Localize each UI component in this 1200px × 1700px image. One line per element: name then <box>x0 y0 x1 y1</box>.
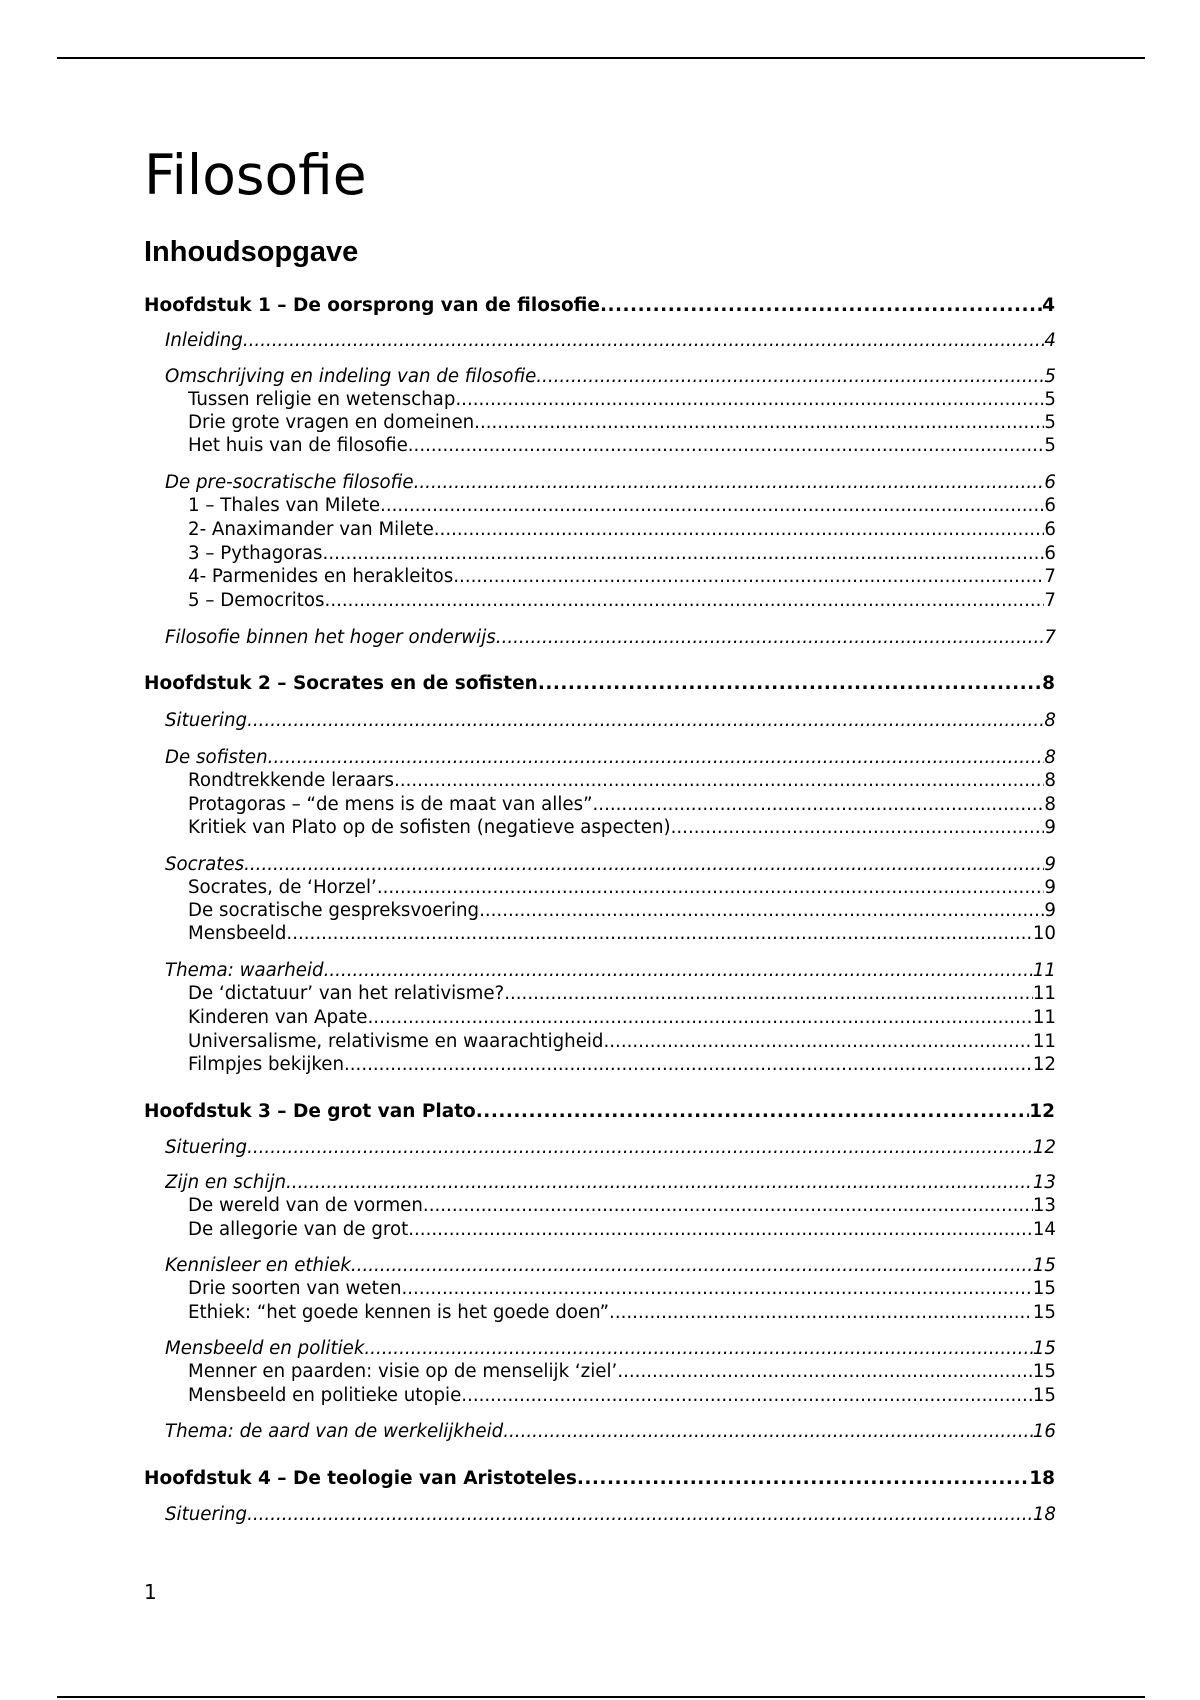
toc-dot-leader <box>423 1194 1033 1218</box>
toc-entry-page: 8 <box>1044 770 1056 791</box>
toc-entry-title: Mensbeeld en politiek <box>165 1338 365 1359</box>
toc-entry-page: 6 <box>1044 519 1056 540</box>
toc-entry-page: 15 <box>1032 1278 1056 1299</box>
toc-section-entry[interactable] <box>165 1337 1056 1361</box>
toc-dot-leader <box>414 471 1045 495</box>
toc-sub-entry[interactable] <box>188 589 1056 613</box>
toc-sub-entry[interactable] <box>188 1301 1056 1325</box>
toc-section-entry[interactable] <box>165 853 1056 877</box>
toc-dot-leader <box>503 1420 1033 1444</box>
toc-entry-title: 4- Parmenides en herakleitos <box>188 566 454 587</box>
toc-entry-title: Hoofdstuk 3 – De grot van Plato <box>144 1101 476 1122</box>
toc-chapter-entry[interactable] <box>144 672 1055 696</box>
toc-entry-title: 3 – Pythagoras <box>188 543 323 564</box>
toc-dot-leader <box>609 1301 1033 1325</box>
toc-entry-title: Het huis van de filosofie <box>188 435 408 456</box>
toc-entry-title: De sofisten <box>165 747 268 768</box>
toc-entry-title: Hoofdstuk 4 – De teologie van Aristoteles <box>144 1468 577 1489</box>
toc-entry-page: 9 <box>1044 854 1056 875</box>
toc-dot-leader <box>408 434 1045 458</box>
toc-entry-page: 15 <box>1032 1338 1056 1359</box>
toc-entry-title: Kinderen van Apate <box>188 1007 368 1028</box>
toc-sub-entry[interactable] <box>188 1360 1056 1384</box>
toc-entry-page: 16 <box>1032 1421 1056 1442</box>
toc-entry-page: 11 <box>1032 1007 1056 1028</box>
toc-section-entry[interactable] <box>165 746 1056 770</box>
toc-entry-page: 12 <box>1032 1137 1056 1158</box>
toc-entry-title: Mensbeeld en politieke utopie <box>188 1385 462 1406</box>
toc-entry-page: 6 <box>1044 472 1056 493</box>
toc-heading: Inhoudsopgave <box>144 236 359 268</box>
toc-section-entry[interactable] <box>165 1503 1056 1527</box>
toc-entry-page: 7 <box>1044 566 1056 587</box>
toc-section-entry[interactable] <box>165 365 1056 389</box>
toc-dot-leader <box>434 518 1045 542</box>
toc-dot-leader <box>286 1171 1033 1195</box>
toc-entry-title: Kritiek van Plato op de sofisten (negatieve aspecten) <box>188 817 671 838</box>
toc-dot-leader <box>351 1254 1033 1278</box>
toc-entry-page: 7 <box>1044 627 1056 648</box>
toc-sub-entry[interactable] <box>188 388 1056 412</box>
toc-dot-leader <box>453 565 1044 589</box>
toc-dot-leader <box>461 1384 1033 1408</box>
toc-dot-leader <box>247 709 1044 733</box>
page-number: 1 <box>144 1580 157 1604</box>
toc-sub-entry[interactable] <box>188 1030 1056 1054</box>
toc-dot-leader <box>324 959 1033 983</box>
toc-entry-page: 10 <box>1032 923 1056 944</box>
toc-dot-leader <box>593 793 1045 817</box>
toc-dot-leader <box>344 1053 1033 1077</box>
toc-entry-page: 18 <box>1029 1468 1055 1489</box>
toc-entry-title: Protagoras – “de mens is de maat van alles” <box>188 794 593 815</box>
toc-entry-title: Drie soorten van weten <box>188 1278 402 1299</box>
toc-entry-page: 8 <box>1044 710 1056 731</box>
toc-dot-leader <box>455 388 1044 412</box>
toc-section-entry[interactable] <box>165 626 1056 650</box>
toc-sub-entry[interactable] <box>188 899 1056 923</box>
toc-entry-title: De ‘dictatuur’ van het relativisme? <box>188 983 505 1004</box>
toc-entry-title: De pre-socratische filosofie <box>165 472 414 493</box>
toc-entry-title: Tussen religie en wetenschap <box>188 389 456 410</box>
toc-sub-entry[interactable] <box>188 922 1056 946</box>
toc-dot-leader <box>474 411 1044 435</box>
toc-sub-entry[interactable] <box>188 982 1056 1006</box>
toc-dot-leader <box>244 853 1044 877</box>
toc-entry-page: 15 <box>1032 1302 1056 1323</box>
toc-sub-entry[interactable] <box>188 1194 1056 1218</box>
toc-entry-title: Kennisleer en ethiek <box>165 1255 351 1276</box>
document-title: Filosofie <box>144 143 367 207</box>
toc-sub-entry[interactable] <box>188 1218 1056 1242</box>
toc-entry-title: Omschrijving en indeling van de filosofie <box>165 366 537 387</box>
toc-dot-leader <box>603 1030 1032 1054</box>
toc-entry-page: 12 <box>1032 1054 1056 1075</box>
toc-entry-page: 15 <box>1032 1255 1056 1276</box>
toc-entry-title: Situering <box>165 1504 248 1525</box>
toc-sub-entry[interactable] <box>188 542 1056 566</box>
toc-sub-entry[interactable] <box>188 876 1056 900</box>
toc-entry-page: 11 <box>1032 983 1056 1004</box>
toc-section-entry[interactable] <box>165 1171 1056 1195</box>
toc-dot-leader <box>536 365 1044 389</box>
toc-entry-page: 9 <box>1044 877 1056 898</box>
toc-sub-entry[interactable] <box>188 1277 1056 1301</box>
toc-sub-entry[interactable] <box>188 565 1056 589</box>
toc-dot-leader <box>504 982 1033 1006</box>
toc-entry-page: 5 <box>1044 412 1056 433</box>
toc-dot-leader <box>538 672 1042 696</box>
toc-entry-title: Zijn en schijn <box>165 1172 287 1193</box>
toc-entry-page: 8 <box>1044 794 1056 815</box>
toc-entry-title: Situering <box>165 1137 248 1158</box>
toc-entry-page: 8 <box>1042 673 1055 694</box>
toc-entry-title: Menner en paarden: visie op de menselijk ‘ziel’ <box>188 1361 618 1382</box>
toc-dot-leader <box>671 816 1045 840</box>
toc-entry-page: 5 <box>1044 366 1056 387</box>
toc-entry-title: De allegorie van de grot <box>188 1219 409 1240</box>
toc-sub-entry[interactable] <box>188 1006 1056 1030</box>
toc-section-entry[interactable] <box>165 1254 1056 1278</box>
toc-dot-leader <box>380 494 1044 518</box>
toc-chapter-entry[interactable] <box>144 294 1055 318</box>
toc-section-entry[interactable] <box>165 959 1056 983</box>
toc-sub-entry[interactable] <box>188 1053 1056 1077</box>
toc-dot-leader <box>394 769 1044 793</box>
toc-dot-leader <box>377 876 1045 900</box>
toc-chapter-entry[interactable] <box>144 1100 1055 1124</box>
toc-entry-page: 15 <box>1032 1385 1056 1406</box>
toc-entry-title: Inleiding <box>165 330 243 351</box>
toc-entry-page: 6 <box>1044 495 1056 516</box>
toc-section-entry[interactable] <box>165 1420 1056 1444</box>
toc-dot-leader <box>401 1277 1032 1301</box>
toc-chapter-entry[interactable] <box>144 1467 1055 1491</box>
toc-dot-leader <box>617 1360 1033 1384</box>
toc-dot-leader <box>408 1218 1033 1242</box>
toc-entry-title: Universalisme, relativisme en waarachtigheid <box>188 1031 604 1052</box>
toc-dot-leader <box>268 746 1045 770</box>
toc-dot-leader <box>368 1006 1033 1030</box>
toc-sub-entry[interactable] <box>188 434 1056 458</box>
toc-entry-page: 18 <box>1032 1504 1056 1525</box>
toc-dot-leader <box>600 294 1042 318</box>
toc-entry-title: De socratische gespreksvoering <box>188 900 480 921</box>
toc-entry-title: Rondtrekkende leraars <box>188 770 395 791</box>
toc-entry-title: Thema: waarheid <box>165 960 324 981</box>
toc-entry-title: Hoofdstuk 2 – Socrates en de sofisten <box>144 673 538 694</box>
toc-dot-leader <box>247 1503 1033 1527</box>
toc-sub-entry[interactable] <box>188 793 1056 817</box>
toc-entry-page: 13 <box>1032 1195 1056 1216</box>
toc-sub-entry[interactable] <box>188 518 1056 542</box>
toc-dot-leader <box>323 542 1045 566</box>
toc-entry-page: 13 <box>1032 1172 1056 1193</box>
toc-section-entry[interactable] <box>165 471 1056 495</box>
footer-rule <box>57 1696 1145 1698</box>
toc-entry-page: 11 <box>1032 1031 1056 1052</box>
toc-dot-leader <box>577 1467 1029 1491</box>
toc-entry-page: 5 <box>1044 435 1056 456</box>
toc-entry-title: Socrates <box>165 854 245 875</box>
toc-entry-page: 8 <box>1044 747 1056 768</box>
toc-section-entry[interactable] <box>165 329 1056 353</box>
toc-entry-page: 12 <box>1029 1101 1055 1122</box>
toc-entry-page: 4 <box>1042 295 1055 316</box>
toc-entry-title: Mensbeeld <box>188 923 287 944</box>
toc-sub-entry[interactable] <box>188 769 1056 793</box>
toc-entry-title: Ethiek: “het goede kennen is het goede doen” <box>188 1302 610 1323</box>
toc-entry-page: 9 <box>1044 900 1056 921</box>
toc-entry-title: De wereld van de vormen <box>188 1195 423 1216</box>
toc-entry-page: 15 <box>1032 1361 1056 1382</box>
toc-entry-title: Filosofie binnen het hoger onderwijs <box>165 627 496 648</box>
toc-section-entry[interactable] <box>165 709 1056 733</box>
toc-entry-title: Drie grote vragen en domeinen <box>188 412 475 433</box>
toc-entry-page: 7 <box>1044 590 1056 611</box>
toc-entry-title: 2- Anaximander van Milete <box>188 519 434 540</box>
toc-dot-leader <box>325 589 1045 613</box>
toc-entry-title: Situering <box>165 710 248 731</box>
toc-entry-page: 9 <box>1044 817 1056 838</box>
toc-entry-page: 11 <box>1032 960 1056 981</box>
toc-sub-entry[interactable] <box>188 411 1056 435</box>
toc-entry-title: Socrates, de ‘Horzel’ <box>188 877 377 898</box>
toc-entry-title: 5 – Democritos <box>188 590 325 611</box>
toc-sub-entry[interactable] <box>188 494 1056 518</box>
toc-dot-leader <box>364 1337 1032 1361</box>
toc-dot-leader <box>479 899 1044 923</box>
toc-dot-leader <box>476 1100 1029 1124</box>
toc-dot-leader <box>247 1136 1033 1160</box>
toc-dot-leader <box>243 329 1045 353</box>
toc-entry-page: 14 <box>1032 1219 1056 1240</box>
toc-sub-entry[interactable] <box>188 1384 1056 1408</box>
toc-entry-title: 1 – Thales van Milete <box>188 495 381 516</box>
toc-dot-leader <box>286 922 1032 946</box>
toc-entry-page: 4 <box>1044 330 1056 351</box>
toc-entry-page: 5 <box>1044 389 1056 410</box>
toc-sub-entry[interactable] <box>188 816 1056 840</box>
toc-section-entry[interactable] <box>165 1136 1056 1160</box>
toc-dot-leader <box>496 626 1045 650</box>
toc-entry-title: Filmpjes bekijken <box>188 1054 344 1075</box>
toc-entry-title: Hoofdstuk 1 – De oorsprong van de filosofie <box>144 295 600 316</box>
toc-entry-title: Thema: de aard van de werkelijkheid <box>165 1421 504 1442</box>
toc-entry-page: 6 <box>1044 543 1056 564</box>
